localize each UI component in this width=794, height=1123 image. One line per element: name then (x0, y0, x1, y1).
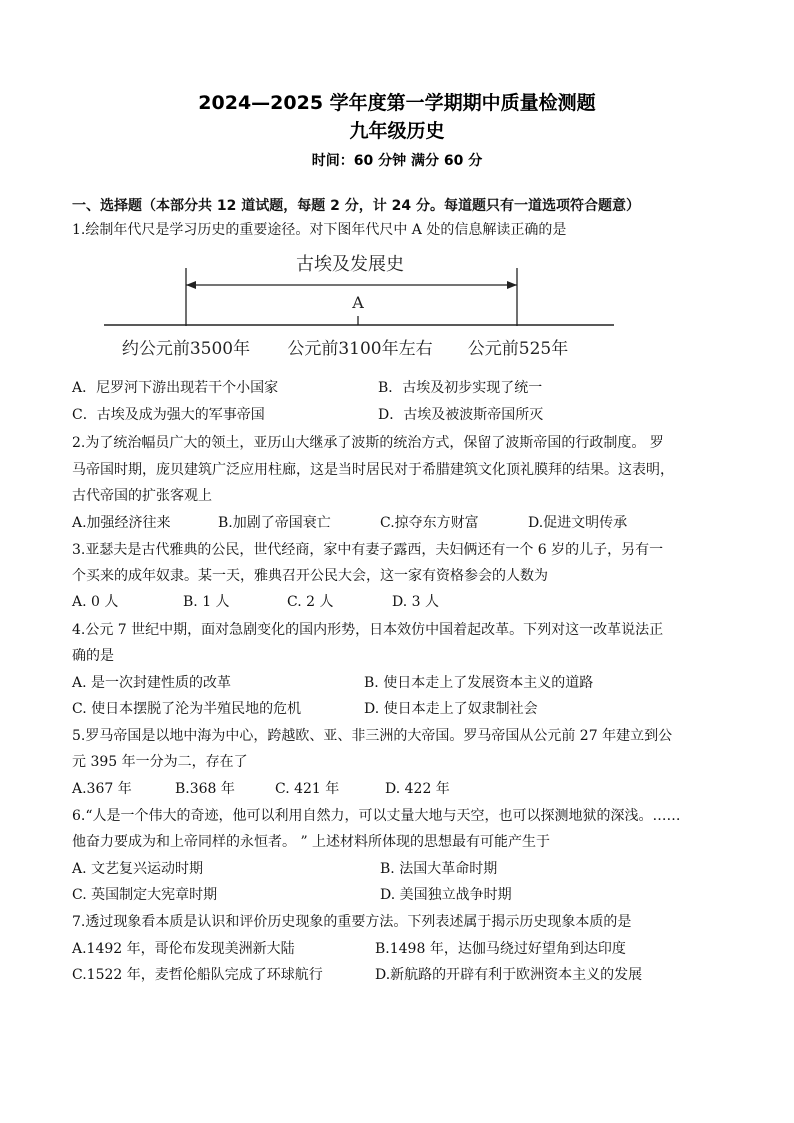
q5-option-a: A.367 年 (72, 781, 132, 797)
q4-option-b: B. 使日本走上了发展资本主义的道路 (364, 675, 594, 691)
q2-stem-line-2: 马帝国时期，庞贝建筑广泛应用柱廊，这是当时居民对于希腊建筑文化顶礼膜拜的结果。这表明， (72, 462, 674, 478)
timeline-label-3: 公元前525年 (467, 339, 569, 359)
q2-stem-line-3: 古代帝国的扩张客观上 (72, 488, 212, 504)
q6-option-a: A. 文艺复兴运动时期 (72, 861, 204, 877)
q1-option-c: C．古埃及成为强大的军事帝国 (72, 407, 265, 423)
q3-stem-line-2: 个买来的成年奴隶。某一天，雅典召开公民大会，这一家有资格参会的人数为 (72, 568, 548, 584)
q5-option-c: C. 421 年 (275, 781, 340, 797)
q6-option-c: C. 英国制定大宪章时期 (72, 887, 218, 903)
exam-meta: 时间：60 分钟 满分 60 分 (311, 153, 483, 169)
exam-subject: 九年级历史 (349, 120, 445, 142)
q2-stem-line-1: 2.为了统治幅员广大的领土，亚历山大继承了波斯的统治方式，保留了波斯帝国的行政制度。 罗 (72, 435, 664, 451)
q1-option-a: A．尼罗河下游出现若干个小国家 (72, 380, 279, 396)
q7-option-a: A.1492 年，哥伦布发现美洲新大陆 (72, 941, 295, 957)
exam-title: 2024—2025 学年度第一学期期中质量检测题 (198, 92, 596, 114)
q7-option-b: B.1498 年，达伽马绕过好望角到达印度 (375, 941, 626, 957)
timeline-marker-a: A (352, 293, 364, 312)
q3-stem-line-1: 3.亚瑟夫是古代雅典的公民，世代经商，家中有妻子露西，夫妇俩还有一个 6 岁的儿子，另有一 (72, 542, 664, 558)
q4-stem-line-1: 4.公元 7 世纪中期，面对急剧变化的国内形势，日本效仿中国着起改革。下列对这一改革说法正 (72, 622, 664, 638)
q5-option-b: B.368 年 (175, 781, 235, 797)
q3-option-d: D. 3 人 (392, 594, 439, 610)
section-heading: 一、选择题（本部分共 12 道试题，每题 2 分，计 24 分。每道题只有一道选项符合题意） (72, 198, 640, 214)
q1-stem: 1.绘制年代尺是学习历史的重要途径。对下图年代尺中 A 处的信息解读正确的是 (72, 222, 567, 238)
q1-option-d: D．古埃及被波斯帝国所灭 (378, 407, 544, 423)
arrow-right (507, 281, 517, 289)
timeline-figure (100, 248, 620, 368)
q2-option-c: C.掠夺东方财富 (380, 515, 479, 531)
q3-option-a: A. 0 人 (72, 594, 119, 610)
q2-option-d: D.促进文明传承 (528, 515, 628, 531)
arrow-left (186, 281, 196, 289)
q3-option-c: C. 2 人 (287, 594, 334, 610)
q3-option-b: B. 1 人 (183, 594, 230, 610)
q2-option-a: A.加强经济往来 (72, 515, 171, 531)
timeline-label-1: 约公元前3500年 (121, 339, 251, 359)
q5-stem-line-2: 元 395 年一分为二，存在了 (72, 754, 248, 770)
q4-option-c: C. 使日本摆脱了沦为半殖民地的危机 (72, 701, 302, 717)
q2-option-b: B.加剧了帝国衰亡 (218, 515, 331, 531)
q5-option-d: D. 422 年 (385, 781, 450, 797)
timeline-title: 古埃及发展史 (296, 254, 404, 275)
q1-option-b: B．古埃及初步实现了统一 (378, 380, 543, 396)
timeline-label-2: 公元前3100年左右 (287, 339, 433, 359)
q4-stem-line-2: 确的是 (72, 648, 114, 664)
q7-option-d: D.新航路的开辟有利于欧洲资本主义的发展 (375, 967, 643, 983)
q6-stem-line-1: 6.“人是一个伟大的奇迹，他可以利用自然力，可以丈量大地与天空，也可以探测地狱的深浅。…… (72, 808, 681, 824)
q5-stem-line-1: 5.罗马帝国是以地中海为中心，跨越欧、亚、非三洲的大帝国。罗马帝国从公元前 27 年建立到公 (72, 728, 673, 744)
q7-option-c: C.1522 年，麦哲伦船队完成了环球航行 (72, 967, 323, 983)
q4-option-d: D. 使日本走上了奴隶制社会 (364, 701, 538, 717)
q6-option-d: D. 美国独立战争时期 (380, 887, 512, 903)
q6-stem-line-2: 他奋力要成为和上帝同样的永恒者。 ” 上述材料所体现的思想最有可能产生于 (72, 834, 551, 850)
q6-option-b: B. 法国大革命时期 (380, 861, 498, 877)
q4-option-a: A. 是一次封建性质的改革 (72, 675, 232, 691)
q7-stem: 7.透过现象看本质是认识和评价历史现象的重要方法。下列表述属于揭示历史现象本质的是 (72, 914, 632, 930)
